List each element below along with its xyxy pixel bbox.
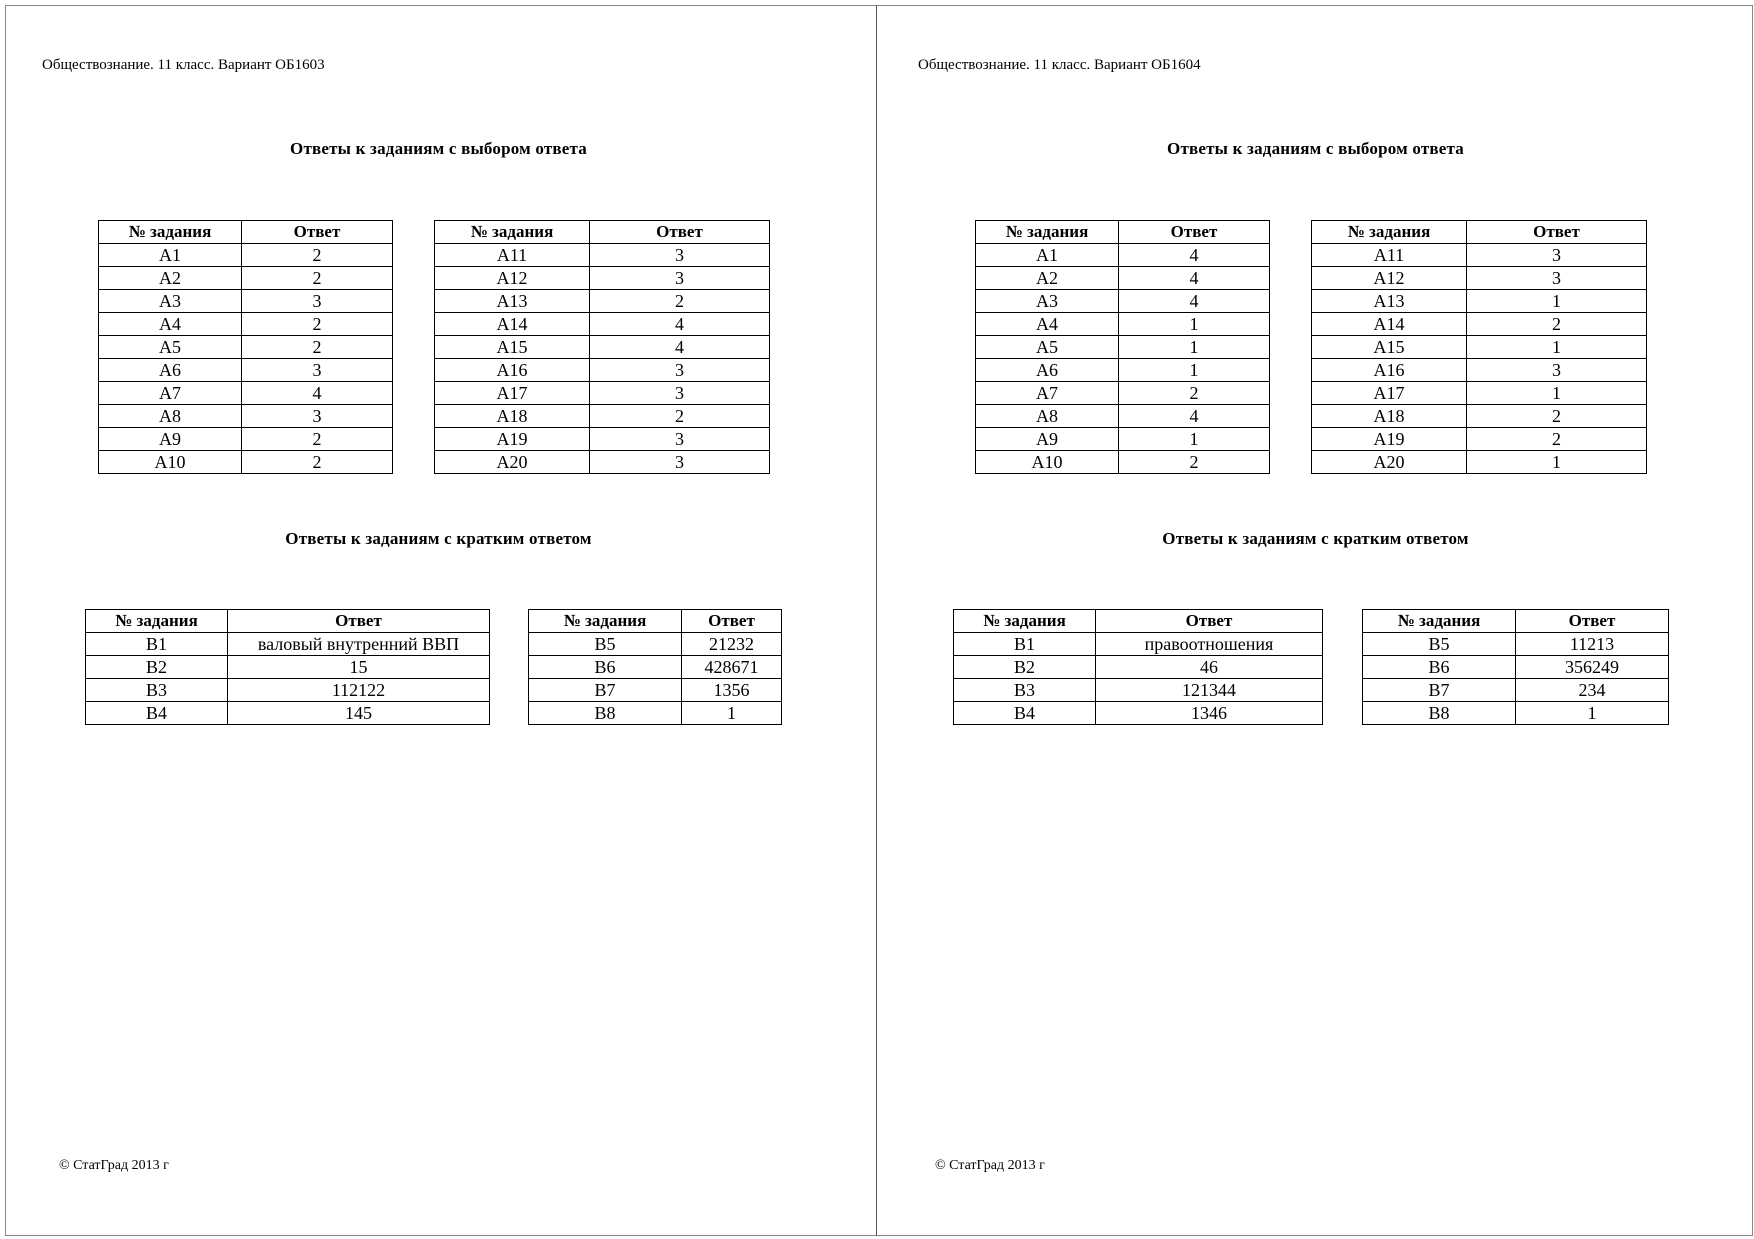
table-row: [954, 702, 1323, 725]
table-row: [1312, 290, 1647, 313]
table-row: [1363, 656, 1669, 679]
answer-cell: 2: [242, 428, 393, 451]
task-cell: A17: [1312, 382, 1467, 405]
task-cell: A13: [1312, 290, 1467, 313]
answer-cell: 121344: [1096, 679, 1323, 702]
page-right: [877, 0, 1754, 1239]
table-row: [435, 359, 770, 382]
table-row: [435, 428, 770, 451]
table-row: [99, 267, 393, 290]
task-cell: A16: [1312, 359, 1467, 382]
answer-cell: 112122: [228, 679, 490, 702]
answer-cell: 3: [1467, 359, 1647, 382]
table-row: [435, 267, 770, 290]
task-cell: A8: [976, 405, 1119, 428]
task-cell: B6: [529, 656, 682, 679]
page-header: Обществознание. 11 класс. Вариант ОБ1603: [42, 57, 325, 73]
task-cell: A19: [1312, 428, 1467, 451]
task-cell: B6: [1363, 656, 1516, 679]
answer-cell: 1: [1467, 336, 1647, 359]
task-cell: A14: [435, 313, 590, 336]
task-cell: B4: [86, 702, 228, 725]
table-row: [954, 679, 1323, 702]
page-footer: © СтатГрад 2013 г: [935, 1158, 1045, 1173]
table-row: [529, 633, 782, 656]
answer-cell: 3: [1467, 244, 1647, 267]
col-header-task: № задания: [529, 610, 682, 633]
answer-cell: 3: [590, 382, 770, 405]
table-row: [976, 359, 1270, 382]
table-row: [1312, 313, 1647, 336]
answer-cell: 428671: [682, 656, 782, 679]
task-cell: B5: [529, 633, 682, 656]
page-header: Обществознание. 11 класс. Вариант ОБ1604: [918, 57, 1201, 73]
task-cell: A5: [99, 336, 242, 359]
col-header-task: № задания: [99, 221, 242, 244]
choice-table-left: [975, 220, 1270, 474]
answer-cell: 2: [590, 290, 770, 313]
task-cell: B1: [954, 633, 1096, 656]
table-row: [1312, 428, 1647, 451]
table-row: [99, 336, 393, 359]
table-row: [1312, 336, 1647, 359]
answer-cell: 2: [1467, 405, 1647, 428]
task-cell: A18: [1312, 405, 1467, 428]
task-cell: A2: [99, 267, 242, 290]
short-section-title: Ответы к заданиям с кратким ответом: [1162, 529, 1469, 548]
col-header-answer: Ответ: [242, 221, 393, 244]
answer-cell: 21232: [682, 633, 782, 656]
short-table-left: [953, 609, 1323, 725]
table-row: [954, 656, 1323, 679]
answer-cell: 1: [1467, 290, 1647, 313]
task-cell: A8: [99, 405, 242, 428]
answer-cell: 1: [1119, 336, 1270, 359]
table-row: [86, 679, 490, 702]
task-cell: A17: [435, 382, 590, 405]
col-header-answer: Ответ: [1096, 610, 1323, 633]
col-header-answer: Ответ: [590, 221, 770, 244]
answer-cell: 1: [1516, 702, 1669, 725]
table-row: [976, 382, 1270, 405]
answer-cell: 356249: [1516, 656, 1669, 679]
task-cell: A1: [99, 244, 242, 267]
table-row: [1312, 244, 1647, 267]
task-cell: A3: [99, 290, 242, 313]
table-row: [99, 290, 393, 313]
answer-cell: 2: [242, 313, 393, 336]
table-row: [976, 336, 1270, 359]
col-header-task: № задания: [976, 221, 1119, 244]
table-row: [529, 656, 782, 679]
page-footer: © СтатГрад 2013 г: [59, 1158, 169, 1173]
answer-cell: 1346: [1096, 702, 1323, 725]
answer-cell: 4: [1119, 405, 1270, 428]
table-row: [529, 702, 782, 725]
table-row: [435, 336, 770, 359]
table-row: [976, 313, 1270, 336]
task-cell: A15: [1312, 336, 1467, 359]
answer-cell: 46: [1096, 656, 1323, 679]
table-row: [99, 382, 393, 405]
table-row: [435, 290, 770, 313]
short-table-left: [85, 609, 490, 725]
answer-cell: 2: [242, 244, 393, 267]
table-row: [1363, 633, 1669, 656]
answer-cell: 1: [1467, 382, 1647, 405]
task-cell: A13: [435, 290, 590, 313]
choice-section-title: Ответы к заданиям с выбором ответа: [1167, 139, 1464, 158]
task-cell: B7: [1363, 679, 1516, 702]
task-cell: A15: [435, 336, 590, 359]
answer-cell: 1356: [682, 679, 782, 702]
table-row: [1312, 267, 1647, 290]
answer-cell: 4: [1119, 290, 1270, 313]
table-row: [435, 382, 770, 405]
table-row: [86, 702, 490, 725]
col-header-task: № задания: [1312, 221, 1467, 244]
task-cell: A6: [99, 359, 242, 382]
table-row: [1312, 382, 1647, 405]
task-cell: A1: [976, 244, 1119, 267]
table-row: [1363, 702, 1669, 725]
col-header-answer: Ответ: [1516, 610, 1669, 633]
task-cell: B7: [529, 679, 682, 702]
task-cell: A4: [976, 313, 1119, 336]
col-header-answer: Ответ: [228, 610, 490, 633]
table-row: [435, 244, 770, 267]
task-cell: A2: [976, 267, 1119, 290]
task-cell: A12: [1312, 267, 1467, 290]
task-cell: A11: [435, 244, 590, 267]
task-cell: A16: [435, 359, 590, 382]
task-cell: A7: [976, 382, 1119, 405]
answer-cell: 2: [590, 405, 770, 428]
answer-cell: 234: [1516, 679, 1669, 702]
task-cell: B8: [1363, 702, 1516, 725]
table-row: [1312, 405, 1647, 428]
col-header-task: № задания: [954, 610, 1096, 633]
task-cell: B8: [529, 702, 682, 725]
table-row: [435, 405, 770, 428]
col-header-task: № задания: [1363, 610, 1516, 633]
answer-cell: валовый внутренний ВВП: [228, 633, 490, 656]
answer-cell: правоотношения: [1096, 633, 1323, 656]
table-row: [435, 451, 770, 474]
task-cell: A14: [1312, 313, 1467, 336]
answer-cell: 2: [242, 267, 393, 290]
table-row: [99, 359, 393, 382]
answer-cell: 2: [1467, 428, 1647, 451]
task-cell: A20: [1312, 451, 1467, 474]
task-cell: B5: [1363, 633, 1516, 656]
answer-cell: 4: [590, 313, 770, 336]
table-row: [1312, 359, 1647, 382]
choice-table-right: [1311, 220, 1647, 474]
task-cell: B3: [86, 679, 228, 702]
answer-cell: 3: [590, 359, 770, 382]
answer-cell: 3: [1467, 267, 1647, 290]
task-cell: A6: [976, 359, 1119, 382]
answer-cell: 4: [1119, 267, 1270, 290]
col-header-answer: Ответ: [1119, 221, 1270, 244]
answer-cell: 1: [682, 702, 782, 725]
table-row: [435, 313, 770, 336]
task-cell: B4: [954, 702, 1096, 725]
col-header-task: № задания: [435, 221, 590, 244]
answer-cell: 3: [242, 290, 393, 313]
table-row: [99, 405, 393, 428]
table-row: [86, 656, 490, 679]
answer-cell: 11213: [1516, 633, 1669, 656]
answer-cell: 3: [590, 451, 770, 474]
col-header-task: № задания: [86, 610, 228, 633]
table-row: [976, 244, 1270, 267]
short-table-right: [528, 609, 782, 725]
task-cell: A10: [99, 451, 242, 474]
task-cell: B1: [86, 633, 228, 656]
answer-cell: 3: [590, 244, 770, 267]
task-cell: A5: [976, 336, 1119, 359]
task-cell: A9: [99, 428, 242, 451]
task-cell: B2: [954, 656, 1096, 679]
short-table-right: [1362, 609, 1669, 725]
answer-cell: 4: [590, 336, 770, 359]
table-row: [976, 405, 1270, 428]
col-header-answer: Ответ: [682, 610, 782, 633]
task-cell: A4: [99, 313, 242, 336]
answer-cell: 2: [1467, 313, 1647, 336]
short-section-title: Ответы к заданиям с кратким ответом: [285, 529, 592, 548]
table-row: [1363, 679, 1669, 702]
table-row: [99, 313, 393, 336]
answer-cell: 3: [590, 428, 770, 451]
answer-cell: 3: [242, 359, 393, 382]
answer-cell: 4: [242, 382, 393, 405]
answer-cell: 2: [242, 451, 393, 474]
table-row: [976, 290, 1270, 313]
task-cell: A11: [1312, 244, 1467, 267]
task-cell: A3: [976, 290, 1119, 313]
answer-cell: 1: [1119, 313, 1270, 336]
task-cell: A19: [435, 428, 590, 451]
choice-table-left: [98, 220, 393, 474]
answer-cell: 3: [590, 267, 770, 290]
task-cell: A12: [435, 267, 590, 290]
answer-cell: 145: [228, 702, 490, 725]
table-row: [99, 244, 393, 267]
task-cell: A20: [435, 451, 590, 474]
table-row: [976, 451, 1270, 474]
answer-cell: 4: [1119, 244, 1270, 267]
task-cell: B3: [954, 679, 1096, 702]
table-row: [529, 679, 782, 702]
answer-cell: 1: [1119, 428, 1270, 451]
answer-cell: 2: [1119, 451, 1270, 474]
table-row: [954, 633, 1323, 656]
task-cell: A9: [976, 428, 1119, 451]
table-row: [99, 451, 393, 474]
choice-table-right: [434, 220, 770, 474]
task-cell: A7: [99, 382, 242, 405]
answer-cell: 1: [1119, 359, 1270, 382]
task-cell: A18: [435, 405, 590, 428]
table-row: [1312, 451, 1647, 474]
task-cell: B2: [86, 656, 228, 679]
task-cell: A10: [976, 451, 1119, 474]
answer-cell: 3: [242, 405, 393, 428]
answer-cell: 1: [1467, 451, 1647, 474]
table-row: [86, 633, 490, 656]
answer-cell: 2: [242, 336, 393, 359]
table-row: [976, 428, 1270, 451]
table-row: [99, 428, 393, 451]
answer-cell: 15: [228, 656, 490, 679]
choice-section-title: Ответы к заданиям с выбором ответа: [290, 139, 587, 158]
col-header-answer: Ответ: [1467, 221, 1647, 244]
answer-cell: 2: [1119, 382, 1270, 405]
table-row: [976, 267, 1270, 290]
